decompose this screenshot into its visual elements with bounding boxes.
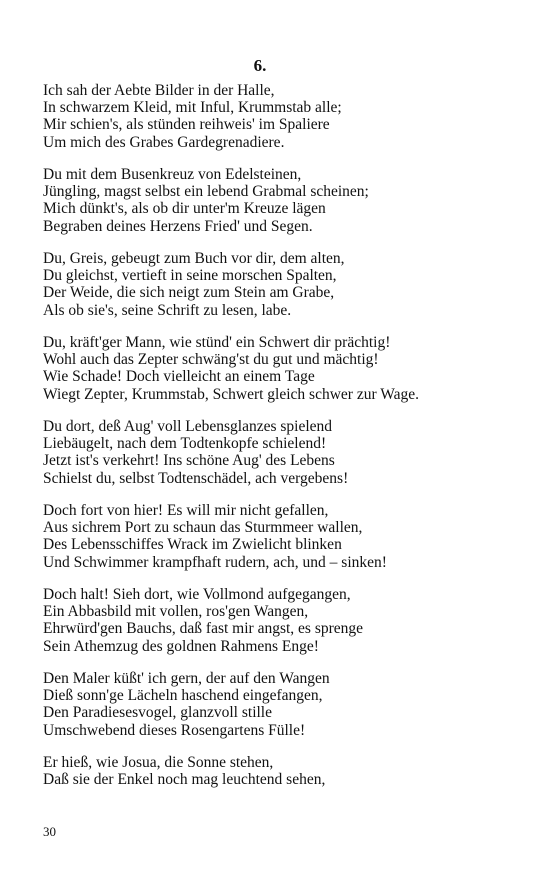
poem-line: Liebäugelt, nach dem Todtenkopfe schielend! — [43, 435, 327, 453]
poem-line: Den Maler küßt' ich gern, der auf den Wangen — [43, 670, 330, 687]
poem-line: Ich sah der Aebte Bilder in der Halle, — [43, 82, 275, 99]
poem-line: Als ob sie's, seine Schrift zu lesen, labe. — [43, 301, 292, 319]
poem-line: Dieß sonn'ge Lächeln haschend eingefangen, — [43, 687, 323, 705]
poem-line: Doch halt! Sieh dort, wie Vollmond aufgegangen, — [43, 586, 351, 603]
poem-line: Mich dünkt's, als ob dir unter'm Kreuze lägen — [43, 200, 326, 218]
stanza — [43, 82, 513, 166]
poem-line: Um mich des Grabes Gardegrenadiere. — [43, 133, 285, 151]
poem-line: Der Weide, die sich neigt zum Stein am Grabe, — [43, 284, 335, 302]
stanza — [43, 670, 513, 754]
poem-line: Du mit dem Busenkreuz von Edelsteinen, — [43, 166, 302, 183]
stanza — [43, 586, 513, 670]
poem-line: Wie Schade! Doch vielleicht an einem Tage — [43, 368, 315, 386]
poem-line: Daß sie der Enkel noch mag leuchtend sehen, — [43, 771, 326, 789]
poem-line: Doch fort von hier! Es will mir nicht gefallen, — [43, 502, 329, 519]
poem — [43, 82, 513, 796]
poem-line: Jetzt ist's verkehrt! Ins schöne Aug' des Lebens — [43, 452, 335, 470]
poem-line: Und Schwimmer krampfhaft rudern, ach, und – sinken! — [43, 553, 387, 571]
poem-line: Mir schien's, als stünden reihweis' im Spaliere — [43, 116, 330, 134]
poem-line: Du dort, deß Aug' voll Lebensglanzes spielend — [43, 418, 333, 435]
poem-line: Schielst du, selbst Todtenschädel, ach vergebens! — [43, 469, 349, 487]
stanza — [43, 334, 513, 418]
poem-line: Du gleichst, vertieft in seine morschen Spalten, — [43, 267, 337, 285]
stanza — [43, 250, 513, 334]
section-number: 6. — [253, 56, 267, 75]
poem-line: Wiegt Zepter, Krummstab, Schwert gleich schwer zur Wage. — [43, 385, 419, 403]
poem-line: Begraben deines Herzens Fried' und Segen. — [43, 217, 313, 235]
stanza — [43, 418, 513, 502]
poem-line: Des Lebensschiffes Wrack im Zwielicht blinken — [43, 536, 342, 554]
poem-line: Wohl auch das Zepter schwäng'st du gut und mächtig! — [43, 351, 379, 369]
poem-line: Jüngling, magst selbst ein lebend Grabmal scheinen; — [43, 183, 369, 201]
poem-line: Den Paradiesesvogel, glanzvoll stille — [43, 704, 272, 722]
poem-line: Umschwebend dieses Rosengartens Fülle! — [43, 721, 306, 739]
poem-line: Aus sichrem Port zu schaun das Sturmmeer wallen, — [43, 519, 363, 537]
poem-line: Ein Abbasbild mit vollen, ros'gen Wangen, — [43, 603, 309, 621]
poem-line: Sein Athemzug des goldnen Rahmens Enge! — [43, 637, 319, 655]
page-number: 30 — [43, 824, 56, 839]
poem-line: In schwarzem Kleid, mit Inful, Krummstab alle; — [43, 99, 342, 117]
poem-line: Ehrwürd'gen Bauchs, daß fast mir angst, es sprenge — [43, 620, 364, 638]
stanza — [43, 754, 513, 796]
stanza — [43, 166, 513, 250]
poem-line: Du, kräft'ger Mann, wie stünd' ein Schwert dir prächtig! — [43, 334, 391, 351]
poem-line: Du, Greis, gebeugt zum Buch vor dir, dem alten, — [43, 250, 345, 267]
stanza — [43, 502, 513, 586]
poem-line: Er hieß, wie Josua, die Sonne stehen, — [43, 754, 274, 771]
